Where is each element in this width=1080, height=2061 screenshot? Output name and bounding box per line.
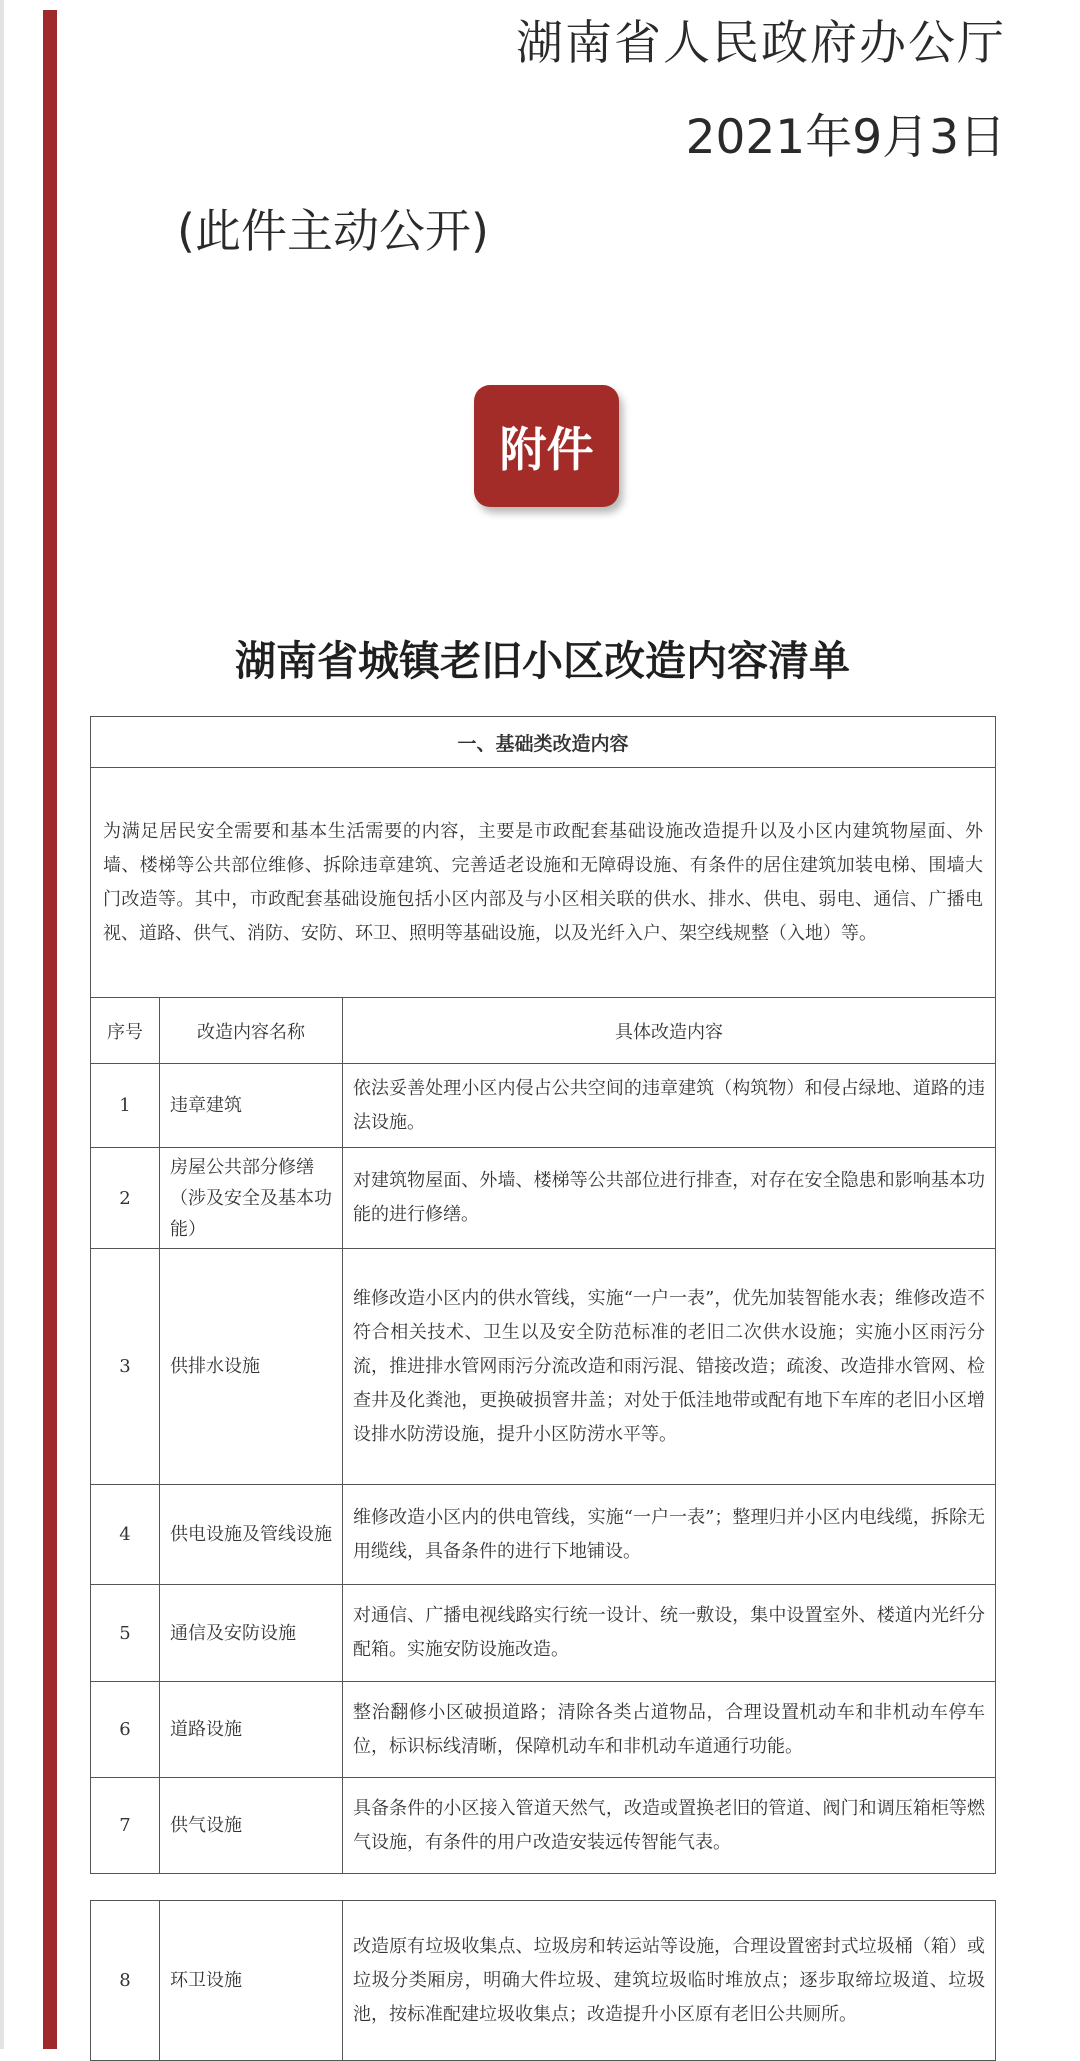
issuer-name: 湖南省人民政府办公厅 — [516, 16, 1006, 71]
table-row — [91, 1682, 996, 1778]
section-title: 一、基础类改造内容 — [91, 717, 996, 768]
row-name: 房屋公共部分修缮（涉及安全及基本功能） — [160, 1148, 343, 1249]
row-number: 3 — [91, 1249, 160, 1485]
table-row — [91, 1778, 996, 1874]
public-disclosure-note: (此件主动公开) — [177, 204, 489, 258]
row-description: 改造原有垃圾收集点、垃圾房和转运站等设施，合理设置密封式垃圾桶（箱）或垃圾分类厢房，明确大件垃圾、建筑垃圾临时堆放点；逐步取缔垃圾道、垃圾池，按标准配建垃圾收集点；改造提升小区原有老旧公共厕所。 — [343, 1901, 996, 2061]
row-number: 1 — [91, 1064, 160, 1148]
row-description: 维修改造小区内的供电管线，实施“一户一表”；整理归并小区内电线缆，拆除无用缆线，具备条件的进行下地铺设。 — [343, 1485, 996, 1585]
table-header-row — [91, 998, 996, 1064]
row-number: 2 — [91, 1148, 160, 1249]
table-row — [91, 1901, 996, 2061]
row-number: 6 — [91, 1682, 160, 1778]
row-name: 环卫设施 — [160, 1901, 343, 2061]
red-margin-bar — [43, 10, 57, 2049]
row-name: 供排水设施 — [160, 1249, 343, 1485]
row-number: 4 — [91, 1485, 160, 1585]
renovation-table-continued — [90, 1900, 996, 2061]
row-description: 具备条件的小区接入管道天然气，改造或置换老旧的管道、阀门和调压箱柜等燃气设施，有条件的用户改造安装远传智能气表。 — [343, 1778, 996, 1874]
table-row — [91, 1249, 996, 1485]
row-number: 8 — [91, 1901, 160, 2061]
row-number: 5 — [91, 1585, 160, 1682]
table-row — [91, 1485, 996, 1585]
column-header-content: 具体改造内容 — [343, 998, 996, 1064]
column-header-name: 改造内容名称 — [160, 998, 343, 1064]
row-name: 供气设施 — [160, 1778, 343, 1874]
row-description: 对通信、广播电视线路实行统一设计、统一敷设，集中设置室外、楼道内光纤分配箱。实施安防设施改造。 — [343, 1585, 996, 1682]
row-description: 整治翻修小区破损道路；清除各类占道物品，合理设置机动车和非机动车停车位，标识标线清晰，保障机动车和非机动车道通行功能。 — [343, 1682, 996, 1778]
renovation-table — [90, 716, 996, 1874]
row-description: 依法妥善处理小区内侵占公共空间的违章建筑（构筑物）和侵占绿地、道路的违法设施。 — [343, 1064, 996, 1148]
row-name: 道路设施 — [160, 1682, 343, 1778]
document-title: 湖南省城镇老旧小区改造内容清单 — [235, 637, 850, 685]
table-row — [91, 1585, 996, 1682]
table-row — [91, 1064, 996, 1148]
row-name: 供电设施及管线设施 — [160, 1485, 343, 1585]
row-name: 违章建筑 — [160, 1064, 343, 1148]
row-number: 7 — [91, 1778, 160, 1874]
row-description: 对建筑物屋面、外墙、楼梯等公共部位进行排查，对存在安全隐患和影响基本功能的进行修缮。 — [343, 1148, 996, 1249]
table-row — [91, 1148, 996, 1249]
row-description: 维修改造小区内的供水管线，实施“一户一表”，优先加装智能水表；维修改造不符合相关技术、卫生以及安全防范标准的老旧二次供水设施；实施小区雨污分流，推进排水管网雨污分流改造和雨污混、错接改造；疏浚、改造排水管网、检查井及化粪池，更换破损窨井盖；对处于低洼地带或配有地下车库的老旧小区增设排水防涝设施，提升小区防涝水平等。 — [343, 1249, 996, 1485]
section-intro: 为满足居民安全需要和基本生活需要的内容，主要是市政配套基础设施改造提升以及小区内建筑物屋面、外墙、楼梯等公共部位维修、拆除违章建筑、完善适老设施和无障碍设施、有条件的居住建筑加装电梯、围墙大门改造等。其中，市政配套基础设施包括小区内部及与小区相关联的供水、排水、供电、弱电、通信、广播电视、道路、供气、消防、安防、环卫、照明等基础设施，以及光纤入户、架空线规整（入地）等。 — [91, 768, 996, 998]
column-header-number: 序号 — [91, 998, 160, 1064]
issue-date: 2021年9月3日 — [685, 110, 1006, 165]
row-name: 通信及安防设施 — [160, 1585, 343, 1682]
left-edge-strip — [0, 0, 4, 2049]
attachment-badge: 附件 — [474, 385, 619, 507]
